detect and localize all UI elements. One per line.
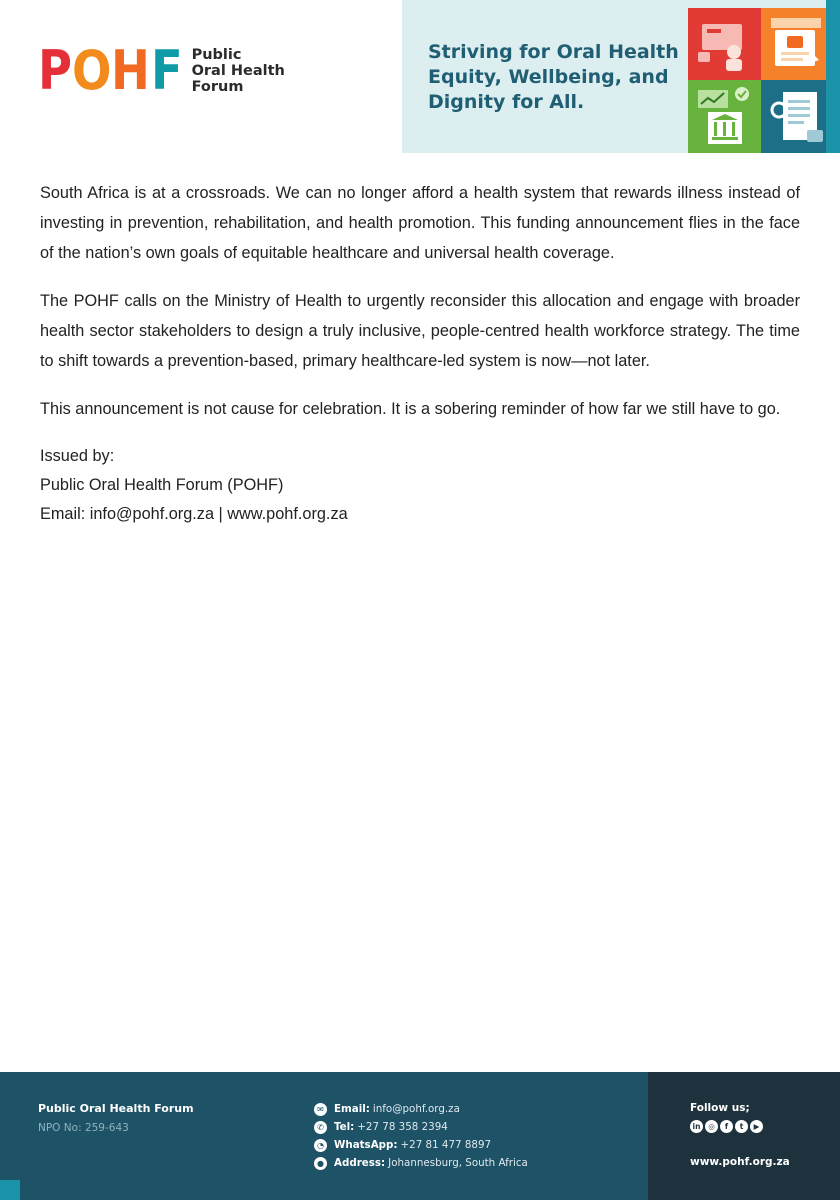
contact-label: Email: — [334, 1103, 370, 1115]
linkedin-icon[interactable]: in — [690, 1120, 703, 1133]
whatsapp-icon: ◔ — [314, 1139, 327, 1152]
follow-us-label: Follow us; — [690, 1102, 750, 1114]
footer-social-panel — [648, 1072, 840, 1200]
footer-address-row — [314, 1154, 528, 1172]
footer-npo-number: NPO No: 259-643 — [38, 1122, 129, 1134]
footer-contacts — [314, 1100, 528, 1172]
illustration-tiles — [688, 8, 834, 153]
email-icon: ✉ — [314, 1103, 327, 1116]
contact-label: WhatsApp: — [334, 1139, 398, 1151]
institution-growth-tile-icon — [688, 80, 761, 153]
body-paragraph: This announcement is not cause for celebration. It is a sobering reminder of how far we still have to go. — [40, 400, 781, 418]
logo-text-line: Public — [191, 47, 242, 63]
social-icons — [690, 1120, 765, 1133]
footer-org-name: Public Oral Health Forum — [38, 1102, 194, 1115]
footer-website[interactable]: www.pohf.org.za — [690, 1156, 790, 1168]
logo-text-line: Forum — [191, 79, 244, 95]
body-paragraph: South Africa is at a crossroads. We can no longer afford a health system that rewards illness instead of investing in prevention, rehabilitation, and health promotion. This funding announcement flies in the face of the nation’s own goals of equitable healthcare and universal health coverage. — [40, 184, 800, 262]
body-paragraph: The POHF calls on the Ministry of Health to urgently reconsider this allocation and engage with broader health sector stakeholders to design a truly inclusive, people-centred health workforce strategy. The time to shift towards a prevention-based, primary healthcare-led system is now—not later. — [40, 292, 800, 370]
presentation-tile-icon — [688, 8, 761, 80]
youtube-icon[interactable]: ▶ — [750, 1120, 763, 1133]
logo-letter-h: H — [111, 39, 150, 102]
contact-value: +27 78 358 2394 — [357, 1121, 448, 1133]
statement-body — [40, 178, 800, 529]
letterhead-footer — [0, 1072, 840, 1200]
banner-accent-bar — [826, 0, 840, 153]
contact-label: Tel: — [334, 1121, 355, 1133]
logo-letter-o: O — [71, 39, 111, 102]
tagline-line: Dignity for All. — [428, 91, 585, 113]
contact-value: +27 81 477 8897 — [400, 1139, 492, 1151]
banner-tagline — [428, 40, 688, 115]
tagline-line: Striving for Oral Health — [428, 41, 679, 63]
instagram-icon[interactable]: ◎ — [705, 1120, 718, 1133]
logo-letter-p: P — [38, 39, 72, 102]
logo-text-line: Oral Health — [191, 63, 285, 79]
issued-by-label: Issued by: — [40, 447, 115, 465]
footer-phone-row — [314, 1118, 528, 1136]
logo-wordmark — [38, 39, 182, 102]
tagline-line: Equity, Wellbeing, and — [428, 66, 669, 88]
contact-label: Address: — [334, 1157, 386, 1169]
issued-by-contact: Email: info@pohf.org.za | www.pohf.org.za — [40, 505, 348, 523]
issued-by-org: Public Oral Health Forum (POHF) — [40, 476, 284, 494]
pohf-logo — [38, 39, 285, 102]
location-pin-icon: ● — [314, 1157, 327, 1170]
phone-icon: ✆ — [314, 1121, 327, 1134]
footer-email-row — [314, 1100, 528, 1118]
header-banner — [402, 0, 840, 153]
issued-by-block — [40, 442, 800, 529]
logo-text — [192, 47, 285, 95]
document-search-tile-icon — [761, 80, 834, 153]
footer-accent-square — [0, 1180, 20, 1200]
contact-value: info@pohf.org.za — [372, 1103, 460, 1115]
twitter-icon[interactable]: t — [735, 1120, 748, 1133]
document-browser-tile-icon — [761, 8, 834, 80]
logo-letter-f: F — [150, 39, 182, 102]
letterhead-header — [0, 0, 840, 153]
footer-whatsapp-row — [314, 1136, 528, 1154]
contact-value: Johannesburg, South Africa — [388, 1157, 528, 1169]
facebook-icon[interactable]: f — [720, 1120, 733, 1133]
